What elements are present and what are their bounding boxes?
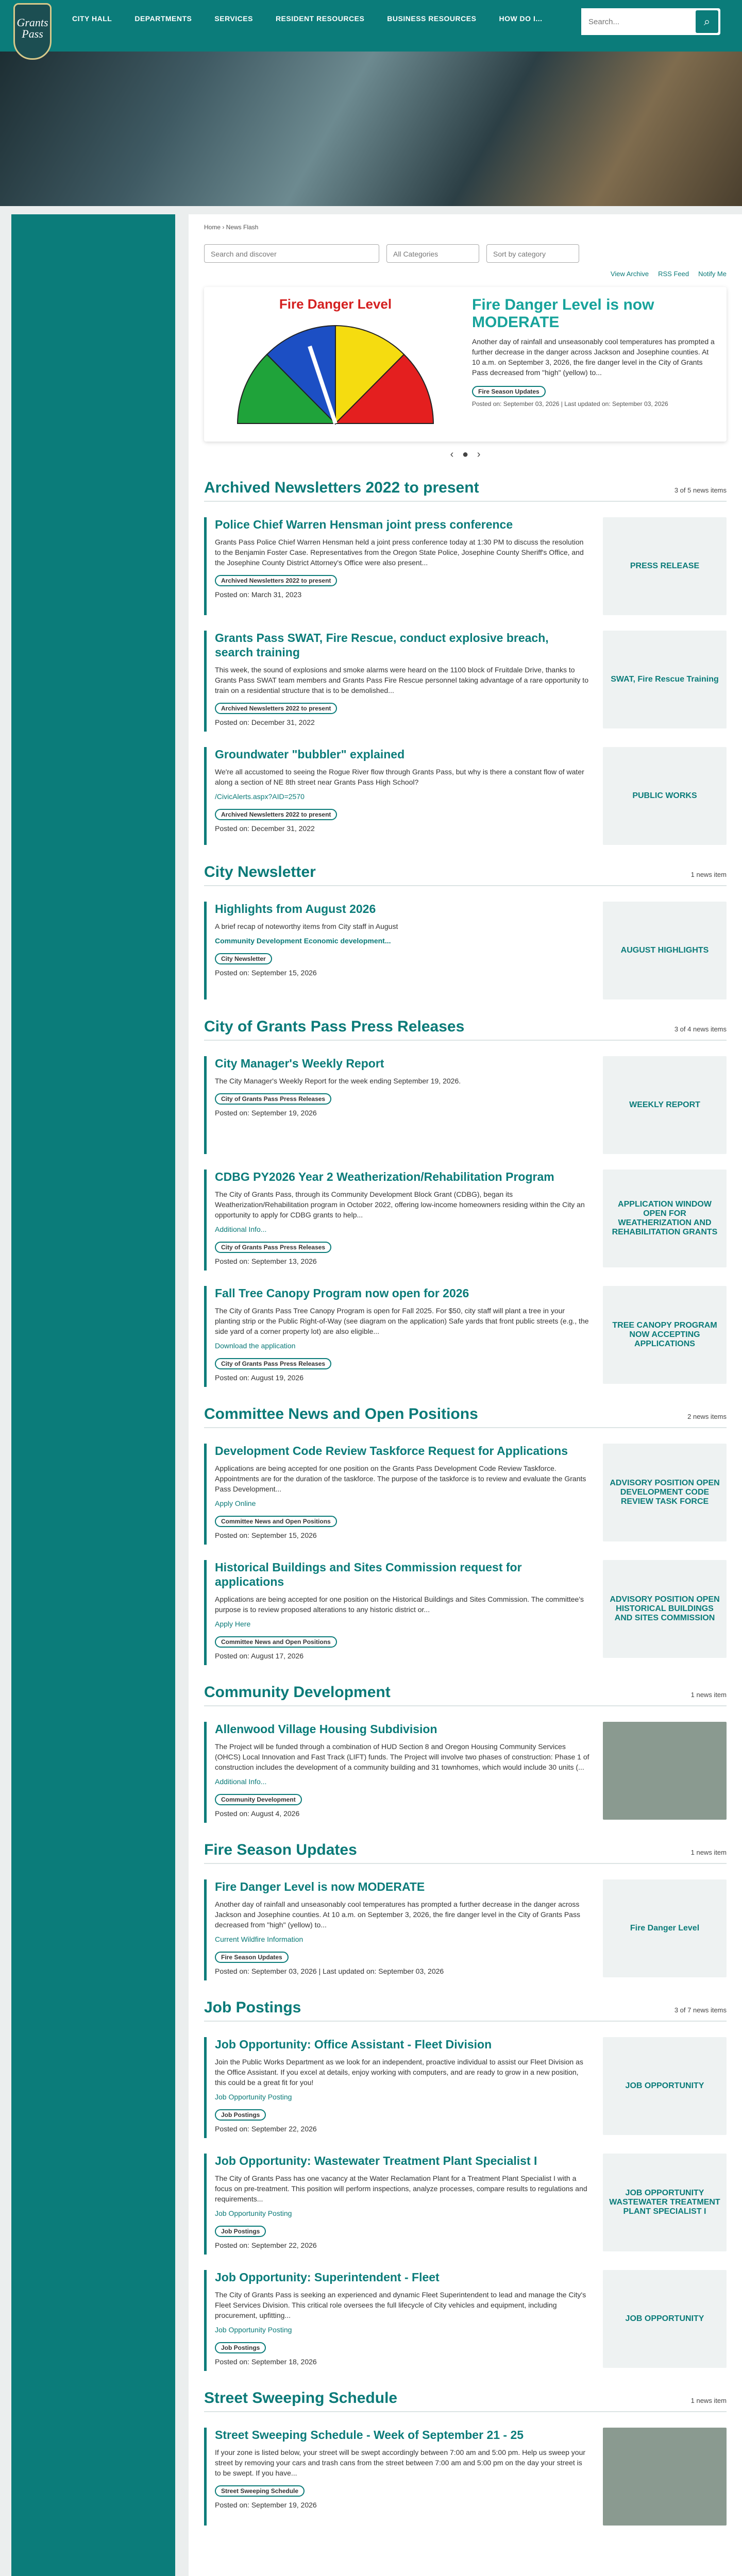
news-sections	[204, 479, 727, 2526]
nav-city-hall[interactable]: CITY HALL	[72, 14, 112, 23]
news-item-text	[204, 747, 589, 845]
carousel-tag[interactable]: Fire Season Updates	[472, 386, 546, 397]
news-item-link[interactable]: Additional Info...	[215, 1225, 267, 1233]
news-item-title[interactable]: Police Chief Warren Hensman joint press conference	[215, 518, 513, 531]
sidebar	[11, 214, 175, 2576]
news-item-link[interactable]: Job Opportunity Posting	[215, 2093, 292, 2101]
news-item-posted: Posted on: December 31, 2022	[215, 824, 315, 833]
news-item-text	[204, 902, 589, 999]
news-section	[204, 1405, 727, 1665]
news-item-text	[204, 2270, 589, 2371]
carousel-dot-icon[interactable]: ●	[462, 449, 469, 460]
news-item-title[interactable]: Job Opportunity: Office Assistant - Fleet Division	[215, 2038, 492, 2051]
city-logo[interactable]	[13, 3, 52, 60]
carousel-title[interactable]: Fire Danger Level is now MODERATE	[472, 296, 654, 331]
news-item-tag[interactable]: City of Grants Pass Press Releases	[215, 1242, 331, 1253]
news-item-title[interactable]: Development Code Review Taskforce Request for Applications	[215, 1444, 568, 1458]
filter-bar	[204, 244, 727, 263]
news-item-tag[interactable]: Archived Newsletters 2022 to present	[215, 809, 337, 820]
news-item-text	[204, 517, 589, 615]
image-caption: TREE CANOPY PROGRAM NOW ACCEPTING APPLICATIONS	[612, 1321, 717, 1348]
news-item-posted: Posted on: September 19, 2026	[215, 1109, 317, 1117]
news-item-image[interactable]	[603, 902, 727, 999]
view-links	[204, 270, 727, 278]
news-item-text	[204, 2037, 589, 2138]
news-item-link[interactable]: Download the application	[215, 1342, 296, 1350]
news-item-text	[204, 631, 589, 732]
news-item-body: If your zone is listed below, your street will be swept accordingly between 7:00 am and 5:00 pm. Help us sweep your street by removing your cars and trash cans from the street between 7:00 am and 5:00 pm on the day your street is to be swept. If you have...	[215, 2448, 586, 2477]
news-item-tag[interactable]: Archived Newsletters 2022 to present	[215, 703, 337, 714]
news-item	[204, 747, 727, 845]
news-item	[204, 1444, 727, 1545]
rss-feed-link[interactable]: RSS Feed	[658, 270, 689, 278]
featured-carousel	[204, 287, 727, 442]
news-item-text	[204, 2428, 589, 2526]
section-header	[204, 1684, 727, 1706]
news-section	[204, 479, 727, 845]
graphic-title: Fire Danger Level	[279, 296, 392, 312]
section-title[interactable]: City Newsletter	[204, 863, 316, 880]
news-item-title[interactable]: City Manager's Weekly Report	[215, 1057, 384, 1070]
section-count[interactable]: 1 news item	[690, 871, 727, 878]
news-item-link[interactable]: Apply Online	[215, 1499, 256, 1507]
news-item-tag[interactable]: Archived Newsletters 2022 to present	[215, 575, 337, 586]
section-count[interactable]: 3 of 7 news items	[674, 2006, 727, 2014]
news-item-tag[interactable]: Committee News and Open Positions	[215, 1516, 337, 1527]
news-item-body: The City of Grants Pass, through its Community Development Block Grant (CDBG), began its Weatherization/Rehabilitation program in October 2022, offering low-income homeowners residing within the City an opportunity to apply for CDBG grants to help...	[215, 1190, 585, 1219]
news-item-body: This week, the sound of explosions and smoke alarms were heard on the 1100 block of Fruitdale Drive, thanks to Grants Pass SWAT team members and Grants Pass Fire Rescue personnel taking advantage of a rare opportunity to train on a residential structure that is to be demolished...	[215, 666, 588, 694]
news-item-posted: Posted on: August 4, 2026	[215, 1809, 300, 1818]
section-title[interactable]: Archived Newsletters 2022 to present	[204, 479, 479, 496]
image-caption: ADVISORY POSITION OPEN HISTORICAL BUILDINGS AND SITES COMMISSION	[610, 1595, 720, 1622]
category-select[interactable]: All Categories	[386, 244, 479, 263]
news-item-body: Join the Public Works Department as we look for an independent, proactive individual to assist our Fleet Division as the Office Assistant. If you excel at details, enjoy working with computers, and are ready to grow in a new position, this could be a great fit for you!	[215, 2058, 583, 2087]
image-caption: ADVISORY POSITION OPEN DEVELOPMENT CODE REVIEW TASK FORCE	[610, 1479, 720, 1506]
news-item-body: Applications are being accepted for one position on the Grants Pass Development Code Review Taskforce. Appointments are for the duration of the taskforce. The purpose of the taskforce is to review and evaluate the Grants Pass Development...	[215, 1464, 586, 1493]
section-header	[204, 479, 727, 502]
news-item-posted: Posted on: March 31, 2023	[215, 590, 302, 599]
news-item	[204, 2270, 727, 2371]
news-item-image[interactable]	[603, 517, 727, 615]
news-section	[204, 1018, 727, 1387]
news-item-posted: Posted on: September 22, 2026	[215, 2241, 317, 2249]
news-item-image[interactable]	[603, 1056, 727, 1154]
news-item-posted: Posted on: August 17, 2026	[215, 1652, 304, 1660]
news-item-body: The Project will be funded through a combination of HUD Section 8 and Oregon Housing Community Services (OHCS) Local Innovation and Fast Track (LIFT) funds. The Project will involve two phases of construction: Phase 1 of construction includes the development of a community building and 31 townhomes, which would include 30 units (...	[215, 1742, 589, 1771]
news-item-title[interactable]: Street Sweeping Schedule - Week of September 21 - 25	[215, 2428, 524, 2442]
section-count[interactable]: 2 news items	[687, 1413, 727, 1420]
news-item-posted: Posted on: September 18, 2026	[215, 2358, 317, 2366]
news-section	[204, 2389, 727, 2526]
section-title[interactable]: Fire Season Updates	[204, 1841, 357, 1858]
header	[0, 0, 742, 52]
nav-business-resources[interactable]: BUSINESS RESOURCES	[387, 14, 477, 23]
news-section	[204, 863, 727, 999]
news-item	[204, 1560, 727, 1665]
news-item-body: Another day of rainfall and unseasonably cool temperatures has prompted a further decrease in the danger across Jackson and Josephine counties. At 10 a.m. on September 3, 2026, the fire danger level in the City of Grants Pass decreased from "high" (yellow) to...	[215, 1900, 580, 1929]
section-header	[204, 1841, 727, 1864]
news-item	[204, 1879, 727, 1980]
news-item-image[interactable]	[603, 1560, 727, 1658]
news-item-body: The City Manager's Weekly Report for the week ending September 19, 2026.	[215, 1077, 461, 1085]
section-title[interactable]: Street Sweeping Schedule	[204, 2389, 398, 2406]
nav-how-do-i[interactable]: HOW DO I...	[499, 14, 543, 23]
carousel-controls	[204, 449, 727, 461]
news-item-tag[interactable]: Job Postings	[215, 2109, 266, 2121]
news-item	[204, 631, 727, 732]
news-section	[204, 1841, 727, 1980]
next-arrow-icon[interactable]: ›	[477, 449, 481, 460]
news-item-tag[interactable]: Job Postings	[215, 2226, 266, 2237]
news-item-text	[204, 1056, 589, 1154]
section-count[interactable]: 3 of 4 news items	[674, 1025, 727, 1033]
news-item-title[interactable]: Job Opportunity: Superintendent - Fleet	[215, 2270, 440, 2284]
news-item	[204, 2154, 727, 2255]
news-item-image[interactable]	[603, 631, 727, 728]
news-item-title[interactable]: Fire Danger Level is now MODERATE	[215, 1880, 425, 1893]
news-item	[204, 902, 727, 999]
news-item-posted: Posted on: December 31, 2022	[215, 718, 315, 726]
section-header	[204, 2389, 727, 2412]
news-item	[204, 517, 727, 615]
news-item-body: Applications are being accepted for one position on the Historical Buildings and Sites Commission. The committee's purpose is to review proposed alterations to any historic district or...	[215, 1595, 584, 1614]
news-item-title[interactable]: Historical Buildings and Sites Commission request for applications	[215, 1561, 522, 1588]
news-item-title[interactable]: Grants Pass SWAT, Fire Rescue, conduct explosive breach, search training	[215, 631, 549, 659]
breadcrumb[interactable]: Home › News Flash	[204, 224, 259, 231]
carousel-posted: Posted on: September 03, 2026 | Last updated on: September 03, 2026	[472, 400, 668, 408]
news-item-image[interactable]	[603, 1722, 727, 1820]
news-item-text	[204, 2154, 589, 2255]
news-item-image[interactable]	[603, 2270, 727, 2368]
news-item-image[interactable]	[603, 1170, 727, 1267]
prev-arrow-icon[interactable]: ‹	[450, 449, 454, 460]
news-item-image[interactable]	[603, 2154, 727, 2251]
section-count[interactable]: 1 news item	[690, 2397, 727, 2404]
news-item-link[interactable]: Job Opportunity Posting	[215, 2209, 292, 2217]
news-item	[204, 1286, 727, 1387]
section-title[interactable]: Job Postings	[204, 1999, 301, 2016]
news-item-text	[204, 1879, 589, 1980]
sort-select[interactable]: Sort by category	[486, 244, 579, 263]
news-item-body: We're all accustomed to seeing the Rogue River flow through Grants Pass, but why is there a constant flow of water along a section of NE 8th street near Grants Pass High School?	[215, 768, 584, 786]
view-archive-link[interactable]: View Archive	[610, 270, 649, 278]
news-item-tag[interactable]: City of Grants Pass Press Releases	[215, 1093, 331, 1105]
news-item-title[interactable]: Job Opportunity: Wastewater Treatment Plant Specialist I	[215, 2154, 537, 2167]
news-item-body: The City of Grants Pass is seeking an experienced and dynamic Fleet Superintendent to lead and manage the City's Fleet Services Division. This critical role oversees the full lifecycle of City vehicles and equipment, including procurement, upfitting...	[215, 2291, 586, 2319]
section-header	[204, 1018, 727, 1041]
news-item	[204, 2037, 727, 2138]
news-item	[204, 1056, 727, 1154]
news-item-tag[interactable]: Committee News and Open Positions	[215, 1636, 337, 1648]
news-item-body: A brief recap of noteworthy items from City staff in August	[215, 922, 398, 930]
news-item-tag[interactable]: Street Sweeping Schedule	[215, 2485, 305, 2497]
image-caption: WEEKLY REPORT	[629, 1100, 700, 1109]
image-caption: JOB OPPORTUNITY	[625, 2081, 704, 2090]
site-search	[581, 8, 720, 35]
news-section	[204, 1999, 727, 2371]
news-item-image[interactable]	[603, 1286, 727, 1384]
news-item	[204, 1722, 727, 1823]
news-item-posted: Posted on: September 22, 2026	[215, 2125, 317, 2133]
image-caption: SWAT, Fire Rescue Training	[611, 675, 719, 684]
news-item-tag[interactable]: Job Postings	[215, 2342, 266, 2353]
nav-services[interactable]: SERVICES	[214, 14, 253, 23]
nav-departments[interactable]: DEPARTMENTS	[134, 14, 192, 23]
image-caption: APPLICATION WINDOW OPEN FOR WEATHERIZATION AND REHABILITATION GRANTS	[612, 1200, 718, 1236]
danger-gauge	[227, 315, 444, 429]
news-item-posted: Posted on: September 19, 2026	[215, 2501, 317, 2509]
search-icon[interactable]: ⌕	[696, 10, 718, 33]
news-item-tag[interactable]: Fire Season Updates	[215, 1952, 289, 1963]
news-item-title[interactable]: Highlights from August 2026	[215, 902, 376, 916]
news-item-link[interactable]: Current Wildfire Information	[215, 1935, 303, 1943]
news-item-text	[204, 1170, 589, 1270]
news-item-image[interactable]	[603, 2037, 727, 2135]
news-item-image[interactable]	[603, 2428, 727, 2526]
news-item-link[interactable]: Apply Here	[215, 1620, 251, 1628]
news-item-title[interactable]: CDBG PY2026 Year 2 Weatherization/Rehabilitation Program	[215, 1170, 554, 1183]
news-item-posted: Posted on: August 19, 2026	[215, 1374, 304, 1382]
content-area	[0, 206, 742, 2576]
news-item-tag[interactable]: City of Grants Pass Press Releases	[215, 1358, 331, 1369]
main-nav	[72, 14, 543, 23]
news-item-tag[interactable]: City Newsletter	[215, 953, 272, 964]
section-count[interactable]: 1 news item	[690, 1691, 727, 1699]
news-item-text	[204, 1444, 589, 1545]
logo-text: Grants Pass	[16, 16, 48, 40]
news-item-posted: Posted on: September 15, 2026	[215, 969, 317, 977]
hero-image	[0, 52, 742, 206]
image-caption: JOB OPPORTUNITY WASTEWATER TREATMENT PLANT SPECIALIST I	[609, 2189, 720, 2216]
news-item-image[interactable]	[603, 747, 727, 845]
section-header	[204, 863, 727, 886]
main-content	[189, 214, 742, 2576]
section-count[interactable]: 1 news item	[690, 1849, 727, 1856]
image-caption: PUBLIC WORKS	[632, 791, 697, 800]
section-title[interactable]: Committee News and Open Positions	[204, 1405, 478, 1422]
news-item-title[interactable]: Fall Tree Canopy Program now open for 2026	[215, 1286, 469, 1300]
news-item-body: The City of Grants Pass has one vacancy at the Water Reclamation Plant for a Treatment Plant Specialist I with a focus on pre-treatment. This position will perform inspections, analyze processes, compare results to regulations and requirements...	[215, 2174, 587, 2203]
news-item-text	[204, 1560, 589, 1665]
notify-me-link[interactable]: Notify Me	[698, 270, 727, 278]
news-item-text	[204, 1722, 589, 1823]
news-item-link[interactable]: /CivicAlerts.aspx?AID=2570	[215, 792, 305, 801]
news-item-link[interactable]: Additional Info...	[215, 1777, 267, 1786]
news-item-subtitle: Community Development Economic development...	[215, 937, 391, 945]
news-item	[204, 1170, 727, 1270]
carousel-body: Another day of rainfall and unseasonably cool temperatures has prompted a further decrease in the danger across Jackson and Josephine counties. At 10 a.m. on September 3, 2026, the fire danger level in the City of Grants Pass decreased from "high" (yellow) to...	[472, 337, 715, 377]
section-title[interactable]: City of Grants Pass Press Releases	[204, 1018, 465, 1035]
news-item-body: The City of Grants Pass Tree Canopy Program is open for Fall 2025. For $50, city staff will plant a tree in your planting strip or the Public Right-of-Way (see diagram on the application) Safe yards that front public streets (e.g., the side yard of a corner property lot) are also eligible...	[215, 1307, 589, 1335]
fire-danger-graphic	[214, 296, 457, 430]
news-search-input[interactable]: Search and discover	[204, 244, 379, 263]
news-item-image[interactable]	[603, 1444, 727, 1541]
section-title[interactable]: Community Development	[204, 1684, 391, 1701]
image-caption: AUGUST HIGHLIGHTS	[620, 946, 709, 955]
nav-resident-resources[interactable]: RESIDENT RESOURCES	[275, 14, 365, 23]
news-item-body: Grants Pass Police Chief Warren Hensman held a joint press conference today at 1:30 PM to discuss the resolution to the Benjamin Foster Case. Representatives from the Oregon State Police, Josephine County Sheriff's Office, and the Josephine County District Attorney's Office were also present...	[215, 538, 584, 567]
news-item	[204, 2428, 727, 2526]
image-caption: JOB OPPORTUNITY	[625, 2314, 704, 2323]
news-item-posted: Posted on: September 15, 2026	[215, 1531, 317, 1539]
news-item-tag[interactable]: Community Development	[215, 1794, 302, 1805]
section-count[interactable]: 3 of 5 news items	[674, 486, 727, 494]
section-header	[204, 1405, 727, 1428]
news-item-image[interactable]	[603, 1879, 727, 1977]
news-item-posted: Posted on: September 03, 2026 | Last updated on: September 03, 2026	[215, 1967, 444, 1975]
news-item-title[interactable]: Allenwood Village Housing Subdivision	[215, 1722, 437, 1736]
news-item-title[interactable]: Groundwater "bubbler" explained	[215, 748, 405, 761]
news-section	[204, 1684, 727, 1823]
image-caption: PRESS RELEASE	[630, 562, 700, 570]
image-caption: Fire Danger Level	[630, 1924, 700, 1933]
news-item-text	[204, 1286, 589, 1387]
section-header	[204, 1999, 727, 2022]
news-item-posted: Posted on: September 13, 2026	[215, 1257, 317, 1265]
news-item-link[interactable]: Job Opportunity Posting	[215, 2326, 292, 2334]
search-input[interactable]	[581, 8, 684, 35]
